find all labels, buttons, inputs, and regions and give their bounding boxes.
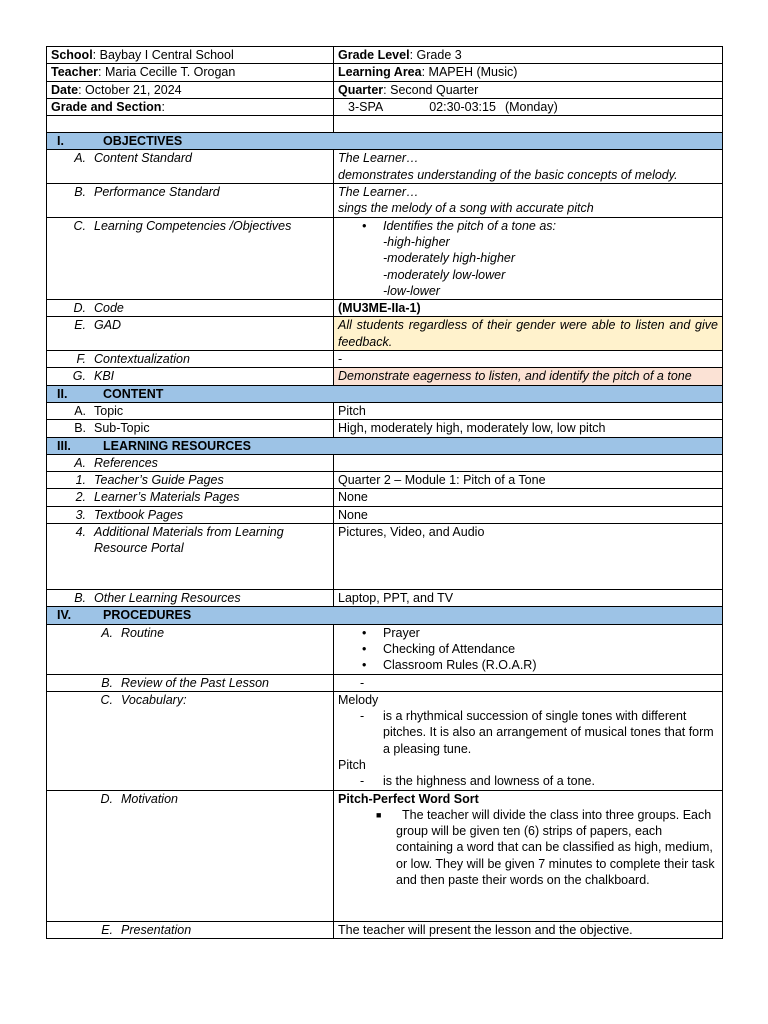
- contextualization-row: [47, 351, 723, 368]
- learners-materials-row: [47, 489, 723, 506]
- row-label: [47, 217, 334, 299]
- subtopic-row: [47, 420, 723, 437]
- grade-label: Grade Level: [338, 48, 410, 62]
- bullet-icon: •: [362, 218, 367, 233]
- item-label: Additional Materials from Learning Resource Portal: [94, 525, 284, 556]
- row-label: [47, 150, 334, 184]
- definition-text: is a rhythmical succession of single tones with different pitches. It is also an arrangement of musical tones that form a pleasing tune.: [383, 709, 714, 756]
- date-value: : October 21, 2024: [78, 82, 182, 97]
- item-label: Learning Competencies /Objectives: [94, 218, 292, 233]
- section-title: CONTENT: [103, 386, 164, 401]
- date-label: Date: [51, 82, 79, 97]
- row-label: [47, 674, 334, 691]
- row-label: [47, 317, 334, 351]
- square-bullet-icon: ■: [376, 809, 382, 820]
- spacer-row: [47, 116, 723, 133]
- sub-item: -moderately high-higher: [383, 251, 516, 266]
- lesson-plan-table: [46, 46, 723, 939]
- dash-marker: -: [360, 709, 365, 724]
- textbook-row: [47, 506, 723, 523]
- item-number: B.: [101, 675, 113, 690]
- bullet-text: Identifies the pitch of a tone as:: [383, 218, 557, 233]
- presentation-row: [47, 921, 723, 938]
- school-cell: [47, 47, 334, 64]
- other-resources-row: [47, 590, 723, 607]
- header-row: [47, 47, 723, 64]
- item-number: D.: [73, 301, 86, 316]
- header-row: [47, 81, 723, 98]
- section-title: LEARNING RESOURCES: [103, 438, 251, 453]
- item-label: Learner’s Materials Pages: [94, 490, 240, 505]
- item-label: Review of the Past Lesson: [121, 675, 269, 690]
- bullet-icon: •: [362, 625, 367, 640]
- item-number: 4.: [75, 525, 86, 540]
- item-number: A.: [74, 403, 86, 418]
- item-number: B.: [74, 591, 86, 606]
- section-title: PROCEDURES: [103, 608, 192, 623]
- item-label: Textbook Pages: [94, 507, 184, 522]
- header-row: [47, 98, 723, 115]
- item-label: GAD: [94, 318, 122, 333]
- school-label: School: [51, 48, 93, 62]
- vocab-definition: [338, 773, 718, 789]
- quarter-cell: [334, 81, 723, 98]
- review-value: -: [334, 674, 723, 691]
- teacher-value: : Maria Cecille T. Orogan: [98, 65, 236, 80]
- grade-value: : Grade 3: [409, 48, 462, 62]
- vocab-term: Melody: [338, 692, 379, 707]
- item-number: B.: [74, 421, 86, 436]
- quarter-label: Quarter: [338, 82, 384, 97]
- area-value: : MAPEH (Music): [421, 65, 518, 80]
- activity-item: [338, 807, 718, 888]
- section-label: Grade and Section: [51, 99, 162, 114]
- add-value: Pictures, Video, and Audio: [334, 524, 723, 590]
- row-label: [47, 590, 334, 607]
- section-number: I.: [57, 134, 64, 149]
- item-label: Contextualization: [94, 352, 190, 367]
- subtopic-value: High, moderately high, moderately low, low pitch: [334, 420, 723, 437]
- item-number: F.: [76, 352, 86, 367]
- bullet-item: [338, 625, 718, 641]
- row-label: [47, 472, 334, 489]
- references-row: [47, 454, 723, 471]
- performance-standard-row: [47, 184, 723, 218]
- grade-cell: [334, 47, 723, 64]
- tg-value: Quarter 2 – Module 1: Pitch of a Tone: [334, 472, 723, 489]
- item-label: Topic: [94, 403, 124, 418]
- bullet-icon: •: [362, 658, 367, 673]
- value-line: The Learner…: [338, 185, 419, 200]
- section-number: II.: [57, 386, 68, 401]
- item-label: Presentation: [121, 922, 192, 937]
- competencies-row: [47, 217, 723, 299]
- quarter-value: : Second Quarter: [383, 82, 479, 97]
- bullet-item: [338, 218, 718, 234]
- item-number: A.: [101, 625, 113, 640]
- area-label: Learning Area: [338, 65, 422, 80]
- item-label: References: [94, 455, 158, 470]
- additional-materials-row: [47, 524, 723, 590]
- time-value: 02:30-03:15: [429, 99, 496, 114]
- section-header-procedures: [47, 607, 723, 624]
- item-number: E.: [101, 922, 113, 937]
- gad-value: All students regardless of their gender were able to listen and give feedback.: [334, 317, 723, 351]
- other-value: Laptop, PPT, and TV: [334, 590, 723, 607]
- item-label: Other Learning Resources: [94, 591, 241, 606]
- item-number: C.: [73, 218, 86, 233]
- review-row: [47, 674, 723, 691]
- dash-marker: -: [360, 774, 365, 789]
- section-heading: [47, 133, 723, 150]
- gad-row: [47, 317, 723, 351]
- kbi-value: Demonstrate eagerness to listen, and identify the pitch of a tone: [334, 368, 723, 385]
- item-number: 3.: [75, 507, 86, 522]
- row-label: [47, 454, 334, 471]
- item-number: A.: [74, 151, 86, 166]
- section-cell: [47, 98, 334, 115]
- row-label: [47, 351, 334, 368]
- item-number: A.: [74, 455, 86, 470]
- section-header-resources: [47, 437, 723, 454]
- section-header-objectives: [47, 133, 723, 150]
- bullet-item: [338, 641, 718, 657]
- bullet-icon: •: [362, 641, 367, 656]
- section-heading: [47, 607, 723, 624]
- motivation-row: [47, 790, 723, 921]
- item-number: E.: [74, 318, 86, 333]
- vocabulary-row: [47, 691, 723, 790]
- school-value: : Baybay I Central School: [92, 48, 234, 62]
- bullet-text: Prayer: [383, 625, 420, 640]
- teacher-label: Teacher: [51, 65, 99, 80]
- section-number: III.: [57, 438, 71, 453]
- item-label: Content Standard: [94, 151, 192, 166]
- vocab-term: Pitch: [338, 757, 366, 772]
- code-value: (MU3ME-IIa-1): [334, 300, 723, 317]
- area-cell: [334, 64, 723, 81]
- kbi-row: [47, 368, 723, 385]
- section-value-cell: [334, 98, 723, 115]
- bullet-text: Classroom Rules (R.O.A.R): [383, 658, 537, 673]
- bullet-item: [338, 657, 718, 673]
- content-standard-row: [47, 150, 723, 184]
- section-colon: :: [161, 99, 165, 114]
- empty-cell: [47, 116, 334, 133]
- item-number: D.: [100, 791, 113, 806]
- item-number: B.: [74, 185, 86, 200]
- value-line: The Learner…: [338, 151, 419, 166]
- context-value: -: [334, 351, 723, 368]
- sub-item: -moderately low-lower: [383, 267, 506, 282]
- topic-row: [47, 402, 723, 419]
- item-label: Code: [94, 301, 124, 316]
- row-label: [47, 402, 334, 419]
- item-label: Sub-Topic: [94, 421, 150, 436]
- row-label: [47, 184, 334, 218]
- sub-item: -high-higher: [383, 234, 450, 249]
- row-value: [334, 691, 723, 790]
- row-value: [334, 624, 723, 674]
- header-row: [47, 64, 723, 81]
- item-number: 2.: [75, 490, 86, 505]
- item-number: G.: [72, 369, 86, 384]
- row-label: [47, 368, 334, 385]
- day-value: (Monday): [504, 99, 558, 114]
- vocab-definition: [338, 708, 718, 757]
- item-label: Motivation: [121, 791, 178, 806]
- date-cell: [47, 81, 334, 98]
- item-number: 1.: [75, 473, 86, 488]
- item-label: Vocabulary:: [121, 692, 187, 707]
- sub-item: -low-lower: [383, 283, 440, 298]
- item-label: Performance Standard: [94, 185, 220, 200]
- section-title: OBJECTIVES: [103, 134, 183, 149]
- row-label: [47, 524, 334, 590]
- presentation-value: The teacher will present the lesson and the objective.: [334, 921, 723, 938]
- teacher-cell: [47, 64, 334, 81]
- row-label: [47, 691, 334, 790]
- empty-cell: [334, 116, 723, 133]
- row-label: [47, 489, 334, 506]
- section-heading: [47, 437, 723, 454]
- topic-value: Pitch: [334, 402, 723, 419]
- teachers-guide-row: [47, 472, 723, 489]
- item-label: KBI: [94, 369, 115, 384]
- empty-cell: [334, 454, 723, 471]
- section-number: IV.: [57, 608, 72, 623]
- row-label: [47, 921, 334, 938]
- item-number: C.: [100, 692, 113, 707]
- value-line: sings the melody of a song with accurate pitch: [338, 201, 594, 216]
- section-header-content: [47, 385, 723, 402]
- value-line: demonstrates understanding of the basic concepts of melody.: [338, 167, 678, 182]
- definition-text: is the highness and lowness of a tone.: [383, 774, 595, 789]
- row-label: [47, 506, 334, 523]
- row-label: [47, 420, 334, 437]
- routine-row: [47, 624, 723, 674]
- lm-value: None: [334, 489, 723, 506]
- row-label: [47, 624, 334, 674]
- row-value: [334, 790, 723, 921]
- section-value: 3-SPA: [348, 99, 384, 114]
- row-label: [47, 300, 334, 317]
- row-value: [334, 217, 723, 299]
- row-label: [47, 790, 334, 921]
- bullet-text: Checking of Attendance: [383, 641, 516, 656]
- item-label: Teacher’s Guide Pages: [94, 473, 224, 488]
- activity-text: The teacher will divide the class into three groups. Each group will be given ten (6) strips of papers, each containing a word that can be classified as high, medium, or low. They will be given 7 minutes to complete their task and then paste their words on the chalkboard.: [396, 807, 715, 888]
- section-heading: [47, 385, 723, 402]
- item-label: Routine: [121, 625, 165, 640]
- row-value: [334, 150, 723, 184]
- row-value: [334, 184, 723, 218]
- tb-value: None: [334, 506, 723, 523]
- code-row: [47, 300, 723, 317]
- activity-title: Pitch-Perfect Word Sort: [338, 791, 479, 806]
